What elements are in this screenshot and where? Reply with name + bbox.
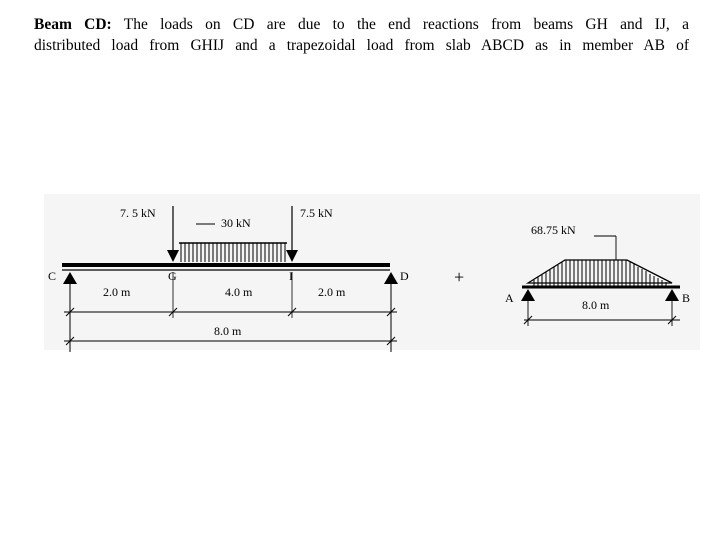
point-load-left-label: 7. 5 kN	[120, 206, 156, 220]
point-load-right-label: 7.5 kN	[300, 206, 333, 220]
span-gi-label: 4.0 m	[225, 285, 253, 299]
node-d-label: D	[400, 269, 409, 283]
node-a-label: A	[505, 291, 514, 305]
node-c-label: C	[48, 269, 57, 283]
udl-label: 30 kN	[221, 216, 251, 230]
plus-sign: +	[454, 267, 465, 287]
ab-load-label: 68.75 kN	[531, 223, 576, 237]
node-b-label: B	[682, 291, 691, 305]
span-id-label: 2.0 m	[318, 285, 346, 299]
total-span-label: 8.0 m	[214, 324, 242, 338]
ab-span-label: 8.0 m	[582, 298, 610, 312]
node-g-label: G	[168, 269, 177, 283]
paragraph-line-2: distributed load from GHIJ and a trapezoidal load from slab ABCD as in member AB of	[34, 37, 689, 54]
node-i-label: I	[289, 269, 293, 283]
span-cg-label: 2.0 m	[103, 285, 131, 299]
paragraph-line-1-text: The loads on CD are due to the end reactions from beams GH and IJ, a	[123, 16, 689, 33]
udl-hatching	[181, 243, 285, 262]
paragraph-heading: Beam CD:	[34, 16, 112, 33]
